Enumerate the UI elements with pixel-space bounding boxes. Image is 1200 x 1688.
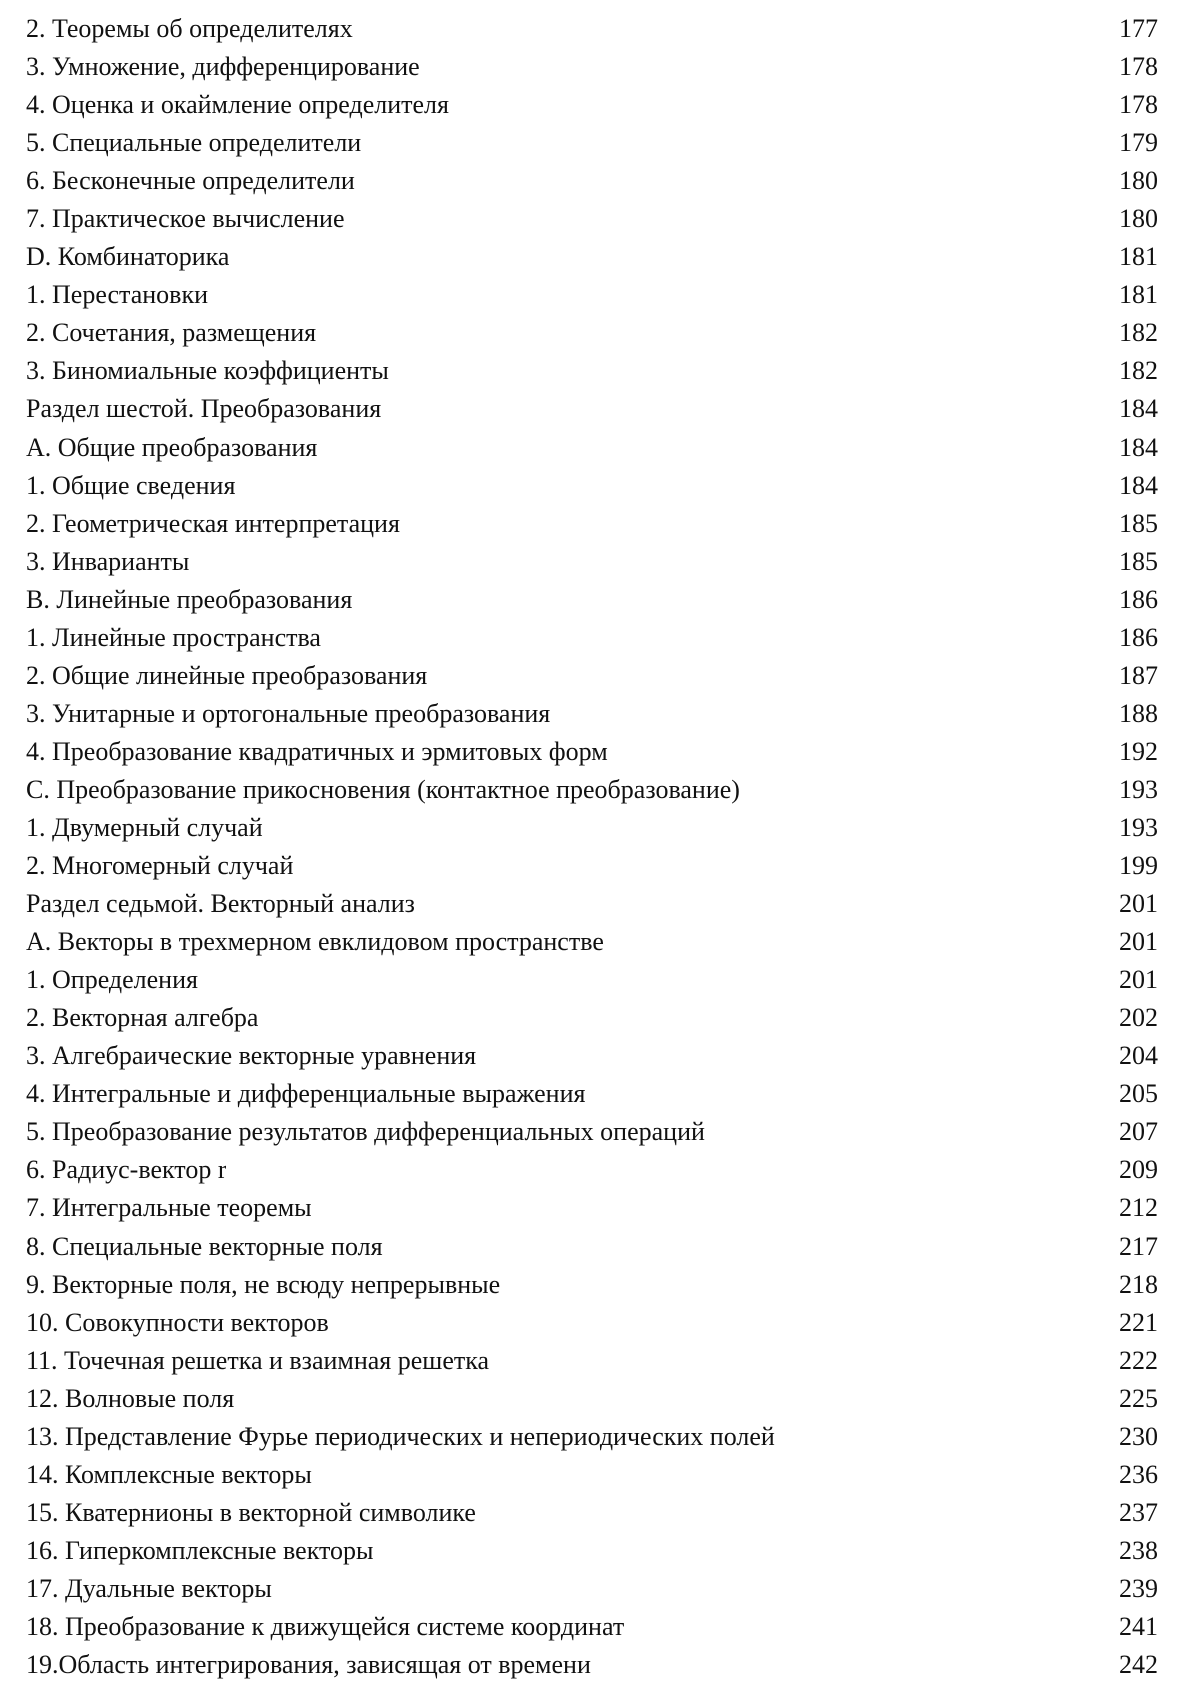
toc-entry-title: 2. Многомерный случай: [26, 851, 294, 881]
toc-entry: [26, 1117, 1158, 1155]
toc-entry: [26, 775, 1158, 813]
toc-entry-title: 2. Векторная алгебра: [26, 1003, 259, 1033]
toc-entry-title: 3. Биномиальные коэффициенты: [26, 356, 389, 386]
toc-entry-page-number: 238: [1119, 1535, 1158, 1565]
toc-entry-page-number: 181: [1119, 242, 1158, 272]
toc-entry-title: 1. Определения: [26, 965, 198, 995]
toc-entry: [26, 661, 1158, 699]
toc-entry-title: 1. Общие сведения: [26, 470, 236, 500]
toc-entry-title: Раздел шестой. Преобразования: [26, 394, 382, 424]
toc-entry-title: 7. Интегральные теоремы: [26, 1193, 312, 1223]
toc-entry-page-number: 187: [1119, 660, 1158, 690]
toc-entry: [26, 128, 1158, 166]
toc-entry: [26, 1079, 1158, 1117]
toc-entry: [26, 166, 1158, 204]
toc-entry-title: 19.Область интегрирования, зависящая от времени: [26, 1650, 591, 1680]
toc-entry: [26, 356, 1158, 394]
toc-entry: [26, 509, 1158, 547]
toc-entry-page-number: 188: [1119, 698, 1158, 728]
toc-entry-page-number: 182: [1119, 318, 1158, 348]
toc-entry: [26, 1270, 1158, 1308]
toc-entry-page-number: 204: [1119, 1041, 1158, 1071]
toc-entry-page-number: 179: [1119, 128, 1158, 158]
toc-entry: [26, 280, 1158, 318]
toc-entry-page-number: 193: [1119, 774, 1158, 804]
toc-entry-page-number: 221: [1119, 1307, 1158, 1337]
toc-entry-page-number: 186: [1119, 584, 1158, 614]
toc-entry-title: 3. Умножение, дифференцирование: [26, 52, 420, 82]
toc-entry-page-number: 177: [1119, 14, 1158, 43]
toc-entry-title: 4. Преобразование квадратичных и эрмитовых форм: [26, 736, 608, 766]
toc-entry-title: 4. Интегральные и дифференциальные выражения: [26, 1079, 586, 1109]
toc-entry-title: 9. Векторные поля, не всюду непрерывные: [26, 1269, 501, 1299]
toc-entry-page-number: 199: [1119, 851, 1158, 881]
toc-entry: [26, 90, 1158, 128]
toc-entry-page-number: 207: [1119, 1117, 1158, 1147]
toc-entry: [26, 1498, 1158, 1536]
toc-entry-title: 1. Линейные пространства: [26, 622, 321, 652]
toc-entry-title: 13. Представление Фурье периодических и непериодических полей: [26, 1421, 775, 1451]
toc-entry-title: 3. Унитарные и ортогональные преобразования: [26, 698, 551, 728]
toc-entry: [26, 547, 1158, 585]
toc-entry: [26, 737, 1158, 775]
toc-entry-page-number: 184: [1119, 470, 1158, 500]
toc-entry: [26, 433, 1158, 471]
toc-entry-page-number: 239: [1119, 1573, 1158, 1603]
toc-entry: [26, 965, 1158, 1003]
toc-entry: [26, 1650, 1158, 1688]
toc-entry-title: 1. Двумерный случай: [26, 812, 263, 842]
toc-entry: [26, 813, 1158, 851]
toc-entry-page-number: 230: [1119, 1421, 1158, 1451]
toc-entry: [26, 1308, 1158, 1346]
toc-entry-title: 17. Дуальные векторы: [26, 1573, 272, 1603]
toc-entry-title: 11. Точечная решетка и взаимная решетка: [26, 1345, 490, 1375]
toc-entry: [26, 1460, 1158, 1498]
toc-entry-page-number: 218: [1119, 1269, 1158, 1299]
toc-entry-page-number: 236: [1119, 1459, 1158, 1489]
toc-entry-title: 5. Специальные определители: [26, 128, 362, 158]
toc-entry-title: 3. Инварианты: [26, 546, 190, 576]
toc-entry-page-number: 184: [1119, 432, 1158, 462]
table-of-contents: [26, 14, 1158, 1688]
toc-entry-title: 15. Кватернионы в векторной символике: [26, 1497, 476, 1527]
toc-entry: [26, 699, 1158, 737]
toc-entry-title: 2. Теоремы об определителях: [26, 14, 353, 43]
toc-entry: [26, 1422, 1158, 1460]
toc-entry-title: 14. Комплексные векторы: [26, 1459, 312, 1489]
toc-entry: [26, 1346, 1158, 1384]
toc-entry: [26, 889, 1158, 927]
toc-entry-page-number: 180: [1119, 166, 1158, 196]
toc-entry: [26, 623, 1158, 661]
toc-entry-page-number: 180: [1119, 204, 1158, 234]
toc-entry-title: 5. Преобразование результатов дифференциальных операций: [26, 1117, 705, 1147]
toc-entry: [26, 318, 1158, 356]
toc-entry-page-number: 222: [1119, 1345, 1158, 1375]
toc-entry-title: 6. Радиус-вектор r: [26, 1155, 227, 1185]
toc-entry: [26, 242, 1158, 280]
toc-entry: [26, 14, 1158, 52]
toc-entry-page-number: 186: [1119, 622, 1158, 652]
toc-entry-page-number: 217: [1119, 1231, 1158, 1261]
toc-entry-title: 10. Совокупности векторов: [26, 1307, 329, 1337]
toc-entry-page-number: 182: [1119, 356, 1158, 386]
toc-entry: [26, 52, 1158, 90]
toc-entry-page-number: 209: [1119, 1155, 1158, 1185]
toc-entry-page-number: 193: [1119, 812, 1158, 842]
toc-entry-page-number: 205: [1119, 1079, 1158, 1109]
toc-entry: [26, 1574, 1158, 1612]
toc-entry: [26, 471, 1158, 509]
toc-entry-page-number: 241: [1119, 1611, 1158, 1641]
toc-entry-title: 3. Алгебраические векторные уравнения: [26, 1041, 477, 1071]
toc-entry: [26, 1536, 1158, 1574]
toc-entry-page-number: 212: [1119, 1193, 1158, 1223]
toc-entry: [26, 1193, 1158, 1231]
toc-entry-page-number: 178: [1119, 90, 1158, 120]
toc-entry-page-number: 178: [1119, 52, 1158, 82]
toc-entry-title: 2. Геометрическая интерпретация: [26, 508, 400, 538]
toc-entry-page-number: 201: [1119, 965, 1158, 995]
toc-entry-title: 8. Специальные векторные поля: [26, 1231, 383, 1261]
toc-entry-title: А. Векторы в трехмерном евклидовом пространстве: [26, 927, 604, 957]
toc-entry-title: 16. Гиперкомплексные векторы: [26, 1535, 374, 1565]
toc-entry-title: В. Линейные преобразования: [26, 584, 353, 614]
toc-entry-title: 2. Сочетания, размещения: [26, 318, 317, 348]
toc-entry-title: 6. Бесконечные определители: [26, 166, 355, 196]
toc-entry-title: А. Общие преобразования: [26, 432, 318, 462]
toc-entry: [26, 927, 1158, 965]
toc-entry-page-number: 242: [1119, 1650, 1158, 1680]
toc-entry-page-number: 225: [1119, 1383, 1158, 1413]
toc-entry-page-number: 201: [1119, 889, 1158, 919]
toc-entry-page-number: 202: [1119, 1003, 1158, 1033]
toc-entry-title: 18. Преобразование к движущейся системе координат: [26, 1611, 625, 1641]
toc-entry-page-number: 237: [1119, 1497, 1158, 1527]
toc-entry: [26, 1232, 1158, 1270]
toc-entry: [26, 1612, 1158, 1650]
toc-entry-title: Раздел седьмой. Векторный анализ: [26, 889, 415, 919]
toc-entry: [26, 585, 1158, 623]
toc-entry-page-number: 185: [1119, 508, 1158, 538]
toc-entry-title: 2. Общие линейные преобразования: [26, 660, 428, 690]
toc-entry: [26, 1155, 1158, 1193]
toc-entry-title: 12. Волновые поля: [26, 1383, 235, 1413]
toc-entry-page-number: 192: [1119, 736, 1158, 766]
toc-entry-title: 7. Практическое вычисление: [26, 204, 345, 234]
toc-entry-page-number: 201: [1119, 927, 1158, 957]
toc-entry-page-number: 181: [1119, 280, 1158, 310]
toc-entry: [26, 851, 1158, 889]
toc-entry-title: D. Комбинаторика: [26, 242, 230, 272]
toc-entry: [26, 204, 1158, 242]
toc-entry: [26, 394, 1158, 432]
toc-entry-title: 1. Перестановки: [26, 280, 208, 310]
toc-entry: [26, 1041, 1158, 1079]
toc-entry-page-number: 185: [1119, 546, 1158, 576]
toc-entry-title: 4. Оценка и окаймление определителя: [26, 90, 449, 120]
toc-entry: [26, 1003, 1158, 1041]
toc-entry-title: С. Преобразование прикосновения (контактное преобразование): [26, 774, 740, 804]
toc-entry: [26, 1384, 1158, 1422]
toc-entry-page-number: 184: [1119, 394, 1158, 424]
